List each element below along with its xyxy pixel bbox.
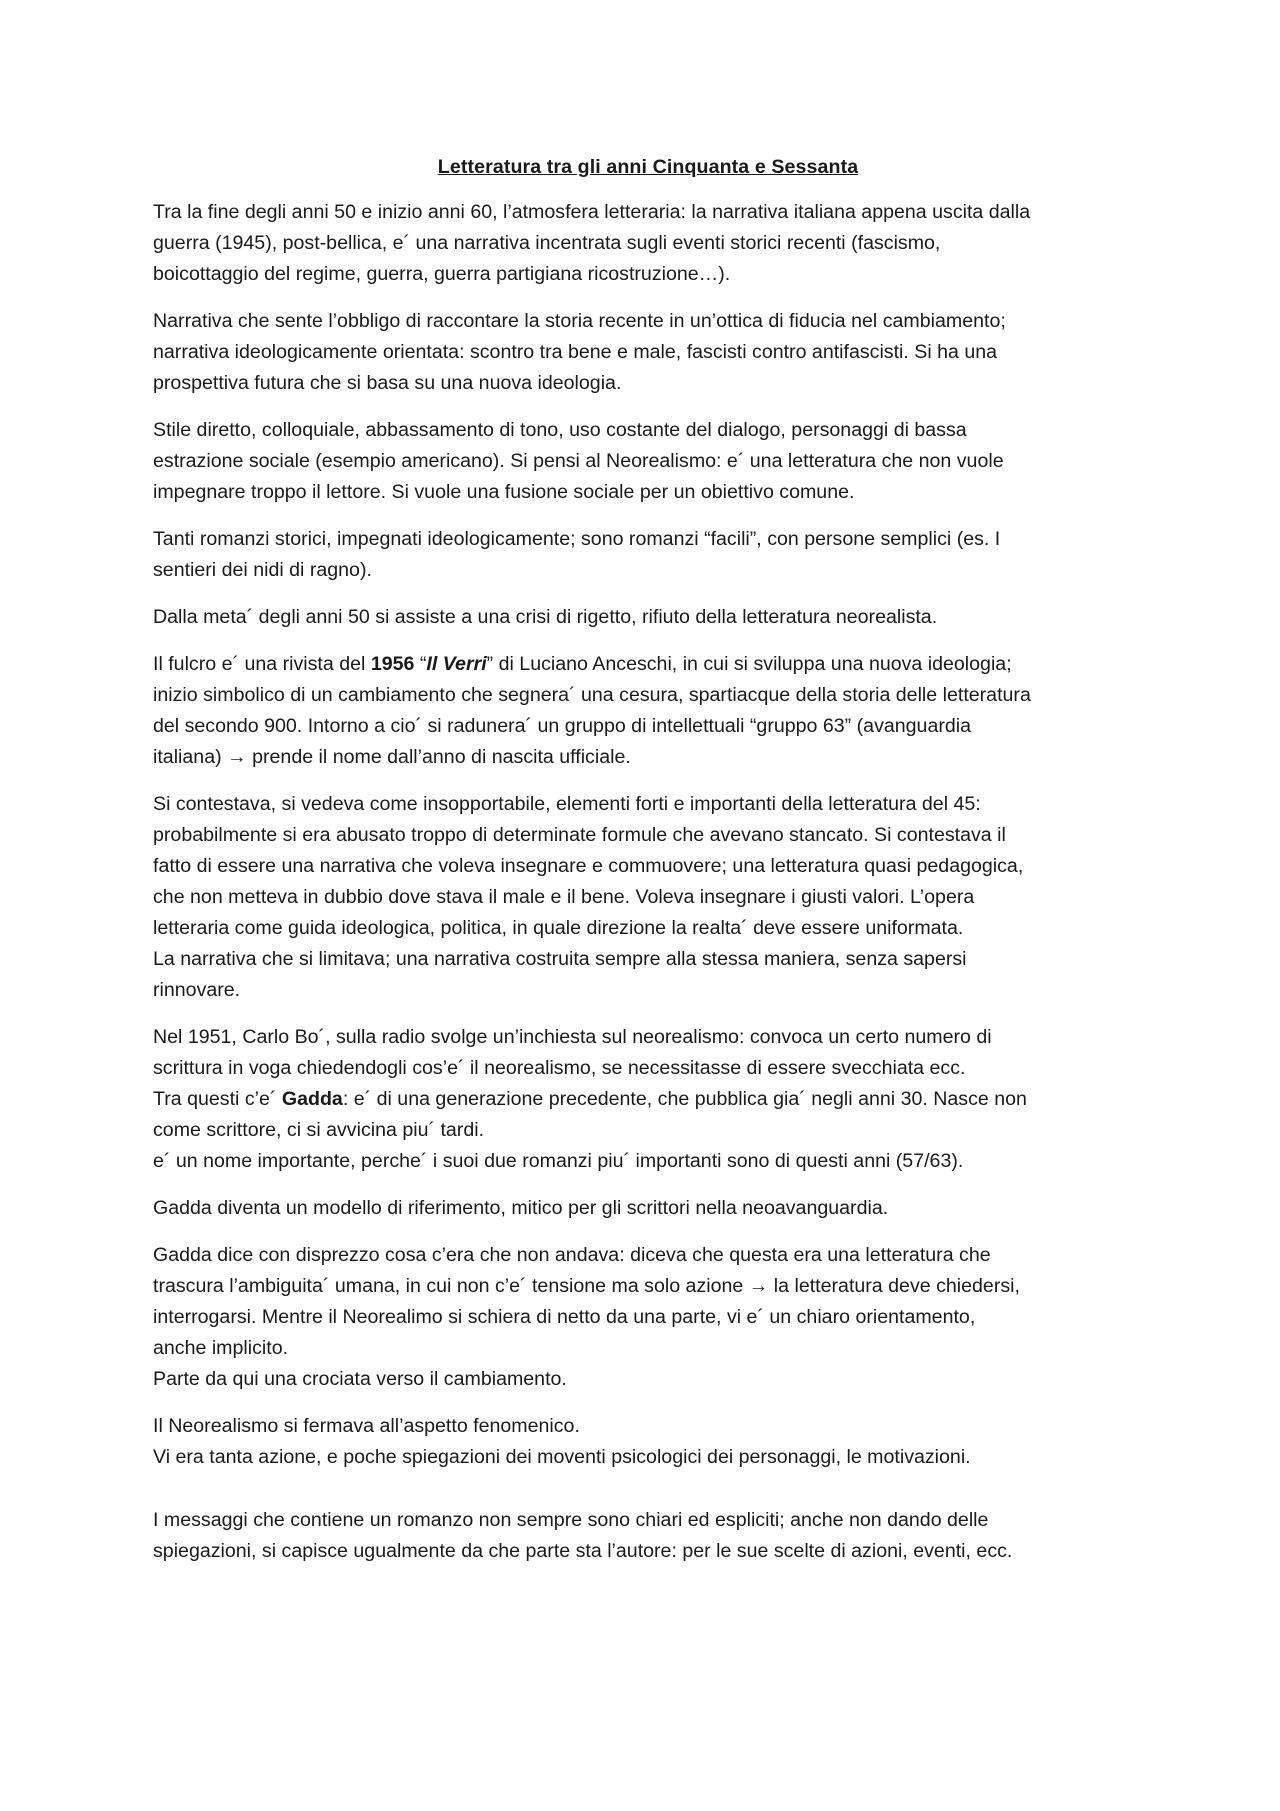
text-line: probabilmente si era abusato troppo di determinate formule che avevano stancato. Si contestava il [153, 824, 1006, 846]
text-run: “ [414, 653, 427, 675]
year-1956: 1956 [370, 653, 415, 675]
text-line: I messaggi che contiene un romanzo non sempre sono chiari ed espliciti; anche non dando delle [153, 1509, 989, 1531]
text-line: rinnovare. [153, 979, 241, 1001]
text-run: ” di Luciano Anceschi, in cui si sviluppa una nuova ideologia; [486, 653, 1012, 675]
text-line: del secondo 900. Intorno a cio´ si radunera´ un gruppo di intellettuali “gruppo 63” (avanguardia [153, 715, 972, 737]
text-run: italiana) [153, 746, 228, 768]
text-line: come scrittore, ci si avvicina piu´ tardi. [153, 1119, 485, 1141]
text-line [153, 1271, 1143, 1302]
text-line: sentieri dei nidi di ragno). [153, 559, 372, 581]
text-line: fatto di essere una narrativa che voleva insegnare e commuovere; una letteratura quasi pedagogica, [153, 855, 1024, 877]
text-run: Il fulcro e´ una rivista del [153, 653, 371, 675]
text-run: prende il nome dall’anno di nascita ufficiale. [246, 746, 631, 768]
document-title: Letteratura tra gli anni Cinquanta e Sessanta [437, 156, 859, 178]
paragraph-8 [153, 1022, 1143, 1177]
text-line: narrativa ideologicamente orientata: scontro tra bene e male, fascisti contro antifascisti. Si ha una [153, 341, 998, 363]
text-line: e´ un nome importante, perche´ i suoi due romanzi piu´ importanti sono di questi anni (57/63). [153, 1150, 964, 1172]
text-run: trascura l’ambiguita´ umana, in cui non c’e´ tensione ma solo azione [153, 1275, 749, 1297]
text-line: Dalla meta´ degli anni 50 si assiste a una crisi di rigetto, rifiuto della letteratura neorealista. [153, 606, 938, 628]
text-line: La narrativa che si limitava; una narrativa costruita sempre alla stessa maniera, senza sapersi [153, 948, 967, 970]
paragraph-7 [153, 789, 1143, 1006]
paragraph-5 [153, 602, 1143, 633]
text-line: Nel 1951, Carlo Bo´, sulla radio svolge un’inchiesta sul neorealismo: convoca un certo numero di [153, 1026, 992, 1048]
text-line: Vi era tanta azione, e poche spiegazioni dei moventi psicologici dei personaggi, le motivazioni. [153, 1446, 971, 1468]
text-line: prospettiva futura che si basa su una nuova ideologia. [153, 372, 622, 394]
text-line: impegnare troppo il lettore. Si vuole una fusione sociale per un obiettivo comune. [153, 481, 855, 503]
text-line [153, 649, 1143, 680]
journal-title-il-verri: Il Verri [426, 653, 487, 675]
blank-line [153, 1489, 1143, 1505]
text-line: Si contestava, si vedeva come insopportabile, elementi forti e importanti della letteratura del 45: [153, 793, 981, 815]
text-line: boicottaggio del regime, guerra, guerra partigiana ricostruzione…). [153, 263, 731, 285]
paragraph-9 [153, 1193, 1143, 1224]
document-body [153, 152, 1143, 1583]
text-line: Gadda dice con disprezzo cosa c’era che non andava: diceva che questa era una letteratura che [153, 1244, 991, 1266]
text-run: Tra questi c’e´ [153, 1088, 282, 1110]
text-line: inizio simbolico di un cambiamento che segnera´ una cesura, spartiacque della storia delle letteratura [153, 684, 1031, 706]
text-line: Narrativa che sente l’obbligo di raccontare la storia recente in un’ottica di fiducia nel cambiamento; [153, 310, 1006, 332]
text-line: Gadda diventa un modello di riferimento, mitico per gli scrittori nella neoavanguardia. [153, 1197, 889, 1219]
arrow-right-icon: → [227, 746, 247, 768]
paragraph-2 [153, 306, 1143, 399]
paragraph-10 [153, 1240, 1143, 1395]
text-run: : e´ di una generazione precedente, che pubblica gia´ negli anni 30. Nasce non [342, 1088, 1027, 1110]
paragraph-1 [153, 197, 1143, 290]
text-line: Il Neorealismo si fermava all’aspetto fenomenico. [153, 1415, 580, 1437]
arrow-right-icon: → [748, 1275, 769, 1297]
text-line: Tra la fine degli anni 50 e inizio anni 60, l’atmosfera letteraria: la narrativa italiana appena uscita dalla [153, 201, 1031, 223]
paragraph-11 [153, 1411, 1143, 1473]
text-line: Tanti romanzi storici, impegnati ideologicamente; sono romanzi “facili”, con persone semplici (es. I [153, 528, 1001, 550]
text-line [153, 1084, 1143, 1115]
paragraph-3 [153, 415, 1143, 508]
text-run: la letteratura deve chiedersi, [768, 1275, 1020, 1297]
text-line: spiegazioni, si capisce ugualmente da che parte sta l’autore: per le sue scelte di azioni, eventi, ecc. [153, 1540, 1013, 1562]
text-line [153, 742, 1143, 773]
paragraph-4 [153, 524, 1143, 586]
text-line: letteraria come guida ideologica, politica, in quale direzione la realta´ deve essere uniformata. [153, 917, 964, 939]
text-line: che non metteva in dubbio dove stava il male e il bene. Voleva insegnare i giusti valori. L’opera [153, 886, 975, 908]
text-line: interrogarsi. Mentre il Neorealimo si schiera di netto da una parte, vi e´ un chiaro orientamento, [153, 1306, 976, 1328]
text-line: anche implicito. [153, 1337, 289, 1359]
text-line: Stile diretto, colloquiale, abbassamento di tono, uso costante del dialogo, personaggi di bassa [153, 419, 967, 441]
text-line: scrittura in voga chiedendogli cos’e´ il neorealismo, se necessitasse di essere svecchiata ecc. [153, 1057, 966, 1079]
paragraph-12 [153, 1505, 1143, 1567]
author-name-gadda: Gadda [281, 1088, 343, 1110]
text-line: guerra (1945), post-bellica, e´ una narrativa incentrata sugli eventi storici recenti (fascismo, [153, 232, 941, 254]
text-line: Parte da qui una crociata verso il cambiamento. [153, 1368, 567, 1390]
text-line: estrazione sociale (esempio americano). Si pensi al Neorealismo: e´ una letteratura che non vuole [153, 450, 1004, 472]
paragraph-6 [153, 649, 1143, 773]
